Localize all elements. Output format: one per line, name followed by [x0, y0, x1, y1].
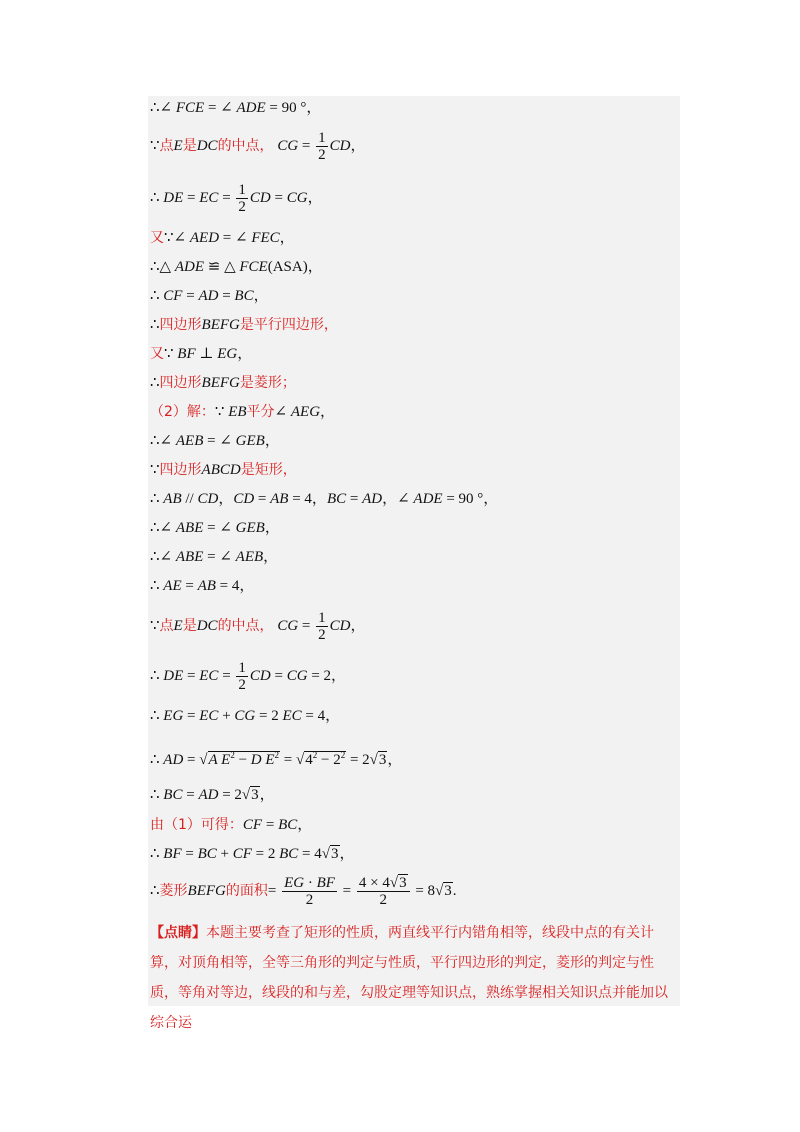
step-line: ∴菱形BEFG的面积= $\frac{EG \cdot BF}{2}$ = $\frac{4 \times 4√3}{2}$ = 8√3.	[150, 875, 457, 908]
step-line: ∴ CF = AD = BC，	[150, 288, 269, 304]
step-line: ∴ DE = EC = $\frac{1}{2}$ CD = CG = 2，	[150, 660, 347, 693]
step-line: ∴四边形BEFG是平行四边形，	[150, 317, 338, 333]
step-line: ∴ AE = AB = 4，	[150, 578, 255, 594]
note-text: 本题主要考查了矩形的性质，两直线平行内错角相等，线段中点的有关计算，对顶角相等，全等三角形的判定与性质，平行四边形的判定，菱形的判定与性质，等角对等边，线段的和与差，勾股定理等知识点，熟练掌握相关知识点并能加以综合运	[150, 925, 668, 1031]
step-line: ∴ BF = BC + CF = 2 BC = 4√3，	[150, 846, 355, 862]
step-line: ∴四边形BEFG是菱形；	[150, 375, 296, 391]
key-point-note	[150, 918, 680, 1038]
step-line: ∴∠ ABE = ∠ GEB，	[150, 520, 280, 536]
step-line: （2）解：∵ EB平分∠ AEG，	[150, 404, 336, 420]
step-line: ∴ AB // CD，CD = AB = 4，BC = AD，∠ ADE = 90 °，	[150, 491, 499, 507]
step-line: ∴∠ FCE = ∠ ADE = 90 °，	[150, 100, 322, 116]
step-line: 又∵ BF ⊥ EG，	[150, 346, 253, 362]
step-line: ∵四边形ABCD是矩形，	[150, 462, 297, 478]
step-line: ∴△ ADE ≌ △ FCE(ASA)，	[150, 259, 323, 275]
step-line: ∴ EG = EC + CG = 2 EC = 4，	[150, 708, 341, 724]
step-line: ∴ DE = EC = $\frac{1}{2}$ CD = CG，	[150, 182, 323, 215]
step-line: 由（1）可得：CF = BC，	[150, 817, 313, 833]
note-label: 【点睛】	[150, 925, 206, 941]
step-line: ∴ AD = √A $E^2 - D$ $E^2 = √4^2 - 2^2 = 2√3$，	[150, 750, 403, 768]
step-line: ∴∠ AEB = ∠ GEB，	[150, 433, 280, 449]
step-line: ∵点E是DC的中点， CG = $\frac{1}{2}$ CD，	[150, 130, 366, 163]
step-line: ∵点E是DC的中点， CG = $\frac{1}{2}$ CD，	[150, 610, 366, 643]
step-line: 又∵∠ AED = ∠ FEC，	[150, 230, 295, 246]
step-line: ∴∠ ABE = ∠ AEB，	[150, 549, 279, 565]
step-line: ∴ BC = AD = 2√3，	[150, 787, 275, 803]
